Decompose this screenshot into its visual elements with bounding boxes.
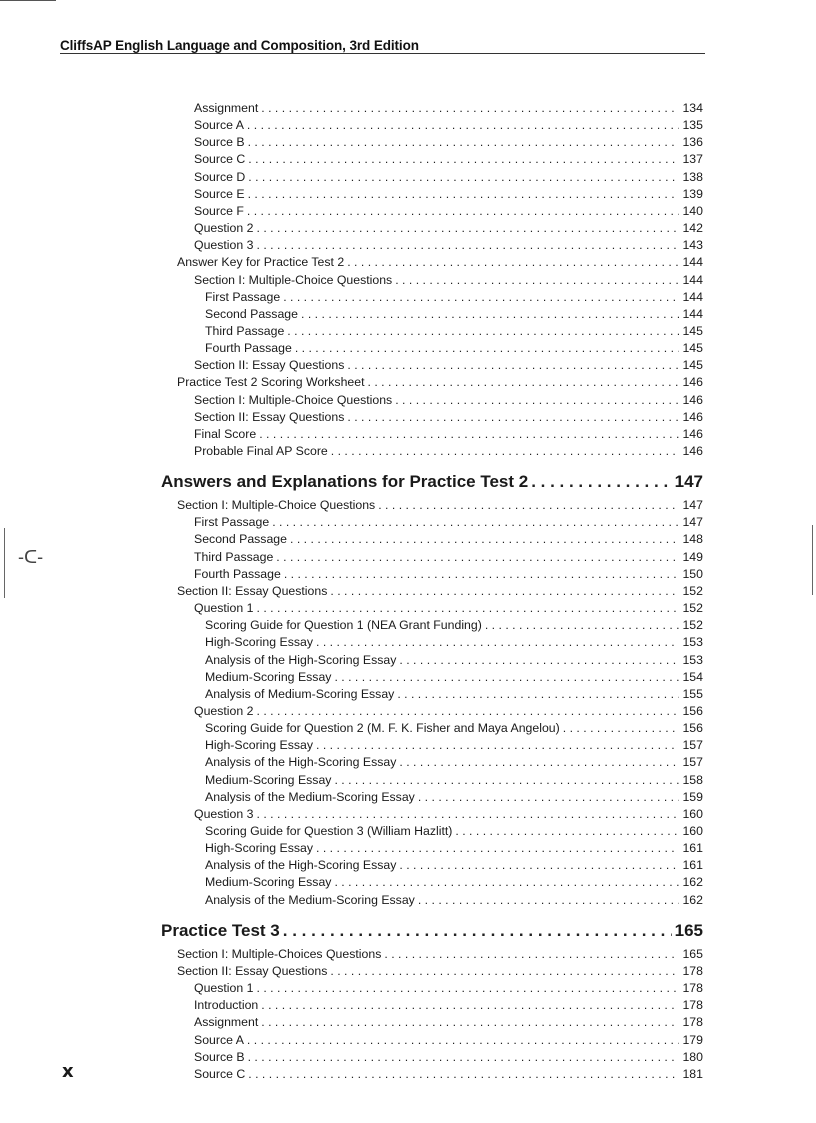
toc-dot-leader (395, 272, 679, 289)
toc-dot-leader (256, 806, 679, 823)
toc-entry[interactable] (194, 806, 703, 823)
toc-dot-leader (248, 151, 679, 168)
toc-dot-leader (261, 1014, 679, 1031)
toc-entry-page: 161 (682, 841, 703, 856)
toc-entry[interactable] (205, 617, 703, 634)
toc-dot-leader (259, 426, 679, 443)
toc-dot-leader (284, 566, 680, 583)
toc-entry[interactable] (205, 306, 703, 323)
toc-entry-page: 136 (682, 135, 703, 150)
toc-entry-page: 149 (682, 549, 703, 564)
toc-entry[interactable] (194, 392, 703, 409)
toc-entry-title: High-Scoring Essay (205, 841, 313, 856)
toc-entry-title: Medium-Scoring Essay (205, 772, 332, 787)
toc-entry-page: 165 (682, 946, 703, 961)
toc-dot-leader (316, 840, 679, 857)
toc-dot-leader (256, 980, 679, 997)
toc-dot-leader (418, 789, 680, 806)
toc-entry-page: 145 (682, 341, 703, 356)
toc-dot-leader (334, 669, 679, 686)
toc-entry[interactable] (205, 892, 703, 909)
toc-dot-leader (330, 963, 679, 980)
toc-dot-leader (316, 737, 679, 754)
toc-entry-title: Section I: Multiple-Choice Questions (194, 272, 393, 287)
toc-dot-leader (261, 997, 679, 1014)
toc-entry-page: 147 (674, 472, 703, 492)
toc-entry-title: Fourth Passage (194, 566, 281, 581)
toc-dot-leader (247, 117, 680, 134)
toc-entry[interactable] (177, 497, 703, 514)
toc-entry[interactable] (194, 151, 703, 168)
toc-entry-title: First Passage (194, 515, 270, 530)
toc-entry[interactable] (205, 823, 703, 840)
toc-entry-title: Question 2 (194, 221, 254, 236)
toc-dot-leader (248, 134, 680, 151)
toc-entry-title: Probable Final AP Score (194, 444, 328, 458)
toc-entry-page: 178 (682, 981, 703, 996)
toc-entry-title: Analysis of the High-Scoring Essay (205, 755, 397, 770)
toc-entry-title: Question 1 (194, 601, 254, 616)
toc-dot-leader (334, 874, 679, 891)
toc-dot-leader (256, 220, 679, 237)
toc-entry-title: Analysis of the Medium-Scoring Essay (205, 892, 415, 907)
toc-dot-leader (247, 203, 680, 220)
toc-entry-title: Third Passage (194, 549, 274, 564)
toc-entry-page: 137 (682, 152, 703, 167)
toc-entry-title: Fourth Passage (205, 341, 292, 356)
toc-entry-page: 152 (682, 583, 703, 598)
toc-entry-page: 162 (682, 875, 703, 890)
toc-entry-title: Medium-Scoring Essay (205, 669, 332, 684)
toc-entry-page: 147 (682, 498, 703, 513)
toc-entry[interactable] (194, 1066, 703, 1083)
toc-entry-title: Answer Key for Practice Test 2 (177, 255, 345, 270)
toc-dot-leader (331, 443, 680, 460)
toc-entry-page: 162 (682, 892, 703, 907)
toc-entry-page: 134 (682, 101, 703, 115)
toc-dot-leader (248, 169, 679, 186)
toc-entry-page: 146 (682, 375, 703, 390)
toc-entry-page: 153 (682, 652, 703, 667)
toc-entry[interactable] (205, 874, 703, 891)
toc-entry-title: Source F (194, 203, 244, 218)
toc-dot-leader (347, 409, 679, 426)
toc-entry-title: Analysis of the High-Scoring Essay (205, 858, 397, 873)
toc-entry[interactable] (205, 789, 703, 806)
toc-dot-leader (378, 497, 679, 514)
toc-entry-page: 144 (682, 306, 703, 321)
toc-entry[interactable] (205, 737, 703, 754)
toc-dot-leader (397, 686, 679, 703)
toc-entry-page: 178 (682, 963, 703, 978)
toc-entry-title: Section II: Essay Questions (177, 583, 328, 598)
toc-entry-title: First Passage (205, 289, 281, 304)
toc-entry-title: High-Scoring Essay (205, 738, 313, 753)
toc-entry-page: 139 (682, 186, 703, 201)
toc-entry-title: Question 2 (194, 703, 254, 718)
toc-entry-title: Source C (194, 152, 246, 167)
toc-entry-title: Assignment (194, 101, 259, 115)
toc-entry-title: Scoring Guide for Question 1 (NEA Grant Funding) (205, 618, 482, 633)
toc-entry-page: 178 (682, 998, 703, 1013)
toc-dot-leader (248, 1066, 679, 1083)
toc-entry[interactable] (205, 340, 703, 357)
toc-entry-page: 135 (682, 118, 703, 133)
toc-entry-page: 146 (682, 426, 703, 441)
toc-chapter-entry[interactable] (161, 920, 703, 942)
toc-entry-page: 144 (682, 255, 703, 270)
toc-dot-leader (248, 1049, 680, 1066)
toc-entry[interactable] (194, 549, 703, 566)
toc-entry[interactable] (205, 840, 703, 857)
toc-entry[interactable] (177, 583, 703, 600)
toc-entry-page: 159 (682, 789, 703, 804)
toc-dot-leader (368, 374, 680, 391)
toc-dot-leader (272, 514, 679, 531)
toc-entry[interactable] (194, 220, 703, 237)
toc-entry-page: 158 (682, 772, 703, 787)
toc-dot-leader (276, 549, 679, 566)
toc-entry-title: Introduction (194, 998, 259, 1013)
toc-entry-title: Medium-Scoring Essay (205, 875, 332, 890)
toc-entry-page: 160 (682, 824, 703, 838)
toc-entry-title: Second Passage (205, 306, 298, 321)
toc-entry-page: 152 (682, 601, 703, 616)
toc-dot-leader (247, 1032, 680, 1049)
toc-entry-page: 146 (682, 444, 703, 458)
toc-entry[interactable] (194, 203, 703, 220)
toc-dot-leader (256, 600, 679, 617)
toc-entry-page: 165 (674, 920, 703, 940)
toc-entry-page: 144 (682, 272, 703, 287)
toc-entry-title: Section I: Multiple-Choice Questions (194, 392, 393, 407)
toc-entry[interactable] (194, 980, 703, 997)
toc-entry-page: 152 (682, 618, 703, 633)
toc-entry-title: Scoring Guide for Question 2 (M. F. K. Fisher and Maya Angelou) (205, 721, 560, 736)
toc-entry-title: Final Score (194, 426, 257, 441)
registration-mark-icon: -ᑕ- (18, 547, 44, 567)
toc-entry-title: Analysis of the Medium-Scoring Essay (205, 789, 415, 804)
toc-entry-title: Answers and Explanations for Practice Test 2 (161, 472, 529, 492)
toc-entry-title: Analysis of the High-Scoring Essay (205, 652, 397, 667)
toc-entry-title: Analysis of Medium-Scoring Essay (205, 686, 395, 701)
toc-entry[interactable] (194, 272, 703, 289)
toc-entry-page: 143 (682, 238, 703, 253)
toc-entry[interactable] (205, 289, 703, 306)
toc-entry-page: 147 (682, 515, 703, 530)
toc-entry[interactable] (194, 169, 703, 186)
toc-entry-page: 145 (682, 358, 703, 373)
toc-dot-leader (384, 946, 679, 963)
toc-dot-leader (455, 823, 679, 840)
toc-entry-title: Section I: Multiple-Choices Questions (177, 946, 382, 961)
toc-dot-leader (330, 583, 679, 600)
toc-entry[interactable] (194, 703, 703, 720)
toc-entry-title: High-Scoring Essay (205, 635, 313, 650)
toc-entry-page: 157 (682, 755, 703, 770)
toc-dot-leader (301, 306, 679, 323)
toc-dot-leader (531, 471, 671, 493)
toc-entry[interactable] (194, 237, 703, 254)
toc-entry-page: 156 (682, 703, 703, 718)
toc-entry[interactable] (205, 857, 703, 874)
toc-entry-page: 161 (682, 858, 703, 873)
toc-dot-leader (283, 920, 672, 942)
toc-entry-title: Assignment (194, 1015, 259, 1030)
toc-entry-title: Question 1 (194, 981, 254, 996)
toc-entry-page: 178 (682, 1015, 703, 1030)
toc-entry-title: Source B (194, 1049, 245, 1064)
toc-entry[interactable] (177, 254, 703, 271)
toc-entry[interactable] (177, 374, 703, 391)
toc-entry[interactable] (205, 772, 703, 789)
toc-entry-page: 153 (682, 635, 703, 650)
toc-entry-page: 148 (682, 532, 703, 547)
toc-entry[interactable] (194, 409, 703, 426)
toc-entry[interactable] (205, 669, 703, 686)
toc-entry-title: Section II: Essay Questions (194, 409, 345, 424)
toc-entry-page: 155 (682, 686, 703, 701)
toc-entry[interactable] (194, 357, 703, 374)
toc-entry-title: Source D (194, 169, 246, 184)
toc-entry-title: Third Passage (205, 323, 285, 338)
toc-chapter-entry[interactable] (161, 471, 703, 493)
toc-entry-title: Question 3 (194, 238, 254, 253)
toc-entry-page: 142 (682, 221, 703, 236)
toc-entry[interactable] (194, 600, 703, 617)
toc-entry-title: Scoring Guide for Question 3 (William Hazlitt) (205, 824, 453, 838)
toc-entry[interactable] (194, 1049, 703, 1066)
toc-entry[interactable] (205, 634, 703, 651)
toc-dot-leader (418, 892, 680, 909)
toc-entry[interactable] (194, 1032, 703, 1049)
toc-entry[interactable] (205, 720, 703, 737)
toc-entry-page: 145 (682, 323, 703, 338)
toc-entry-page: 181 (682, 1066, 703, 1081)
toc-entry-page: 157 (682, 738, 703, 753)
toc-dot-leader (261, 100, 679, 117)
toc-entry-title: Source A (194, 1032, 244, 1047)
toc-entry[interactable] (177, 963, 703, 980)
toc-entry-page: 160 (682, 806, 703, 821)
toc-entry[interactable] (194, 134, 703, 151)
toc-dot-leader (316, 634, 679, 651)
toc-dot-leader (399, 857, 679, 874)
toc-entry-page: 138 (682, 169, 703, 184)
toc-entry-title: Section II: Essay Questions (194, 358, 345, 373)
toc-entry-title: Practice Test 3 (161, 920, 280, 940)
toc-entry[interactable] (194, 1014, 703, 1031)
toc-entry-page: 140 (682, 203, 703, 218)
toc-dot-leader (295, 340, 680, 357)
toc-dot-leader (283, 289, 679, 306)
toc-entry-page: 180 (682, 1049, 703, 1064)
toc-entry[interactable] (177, 946, 703, 963)
toc-entry-page: 154 (682, 669, 703, 684)
toc-dot-leader (347, 357, 679, 374)
toc-entry-title: Source C (194, 1066, 246, 1081)
toc-entry[interactable] (194, 426, 703, 443)
toc-entry-title: Section I: Multiple-Choice Questions (177, 498, 376, 513)
toc-dot-leader (485, 617, 680, 634)
toc-dot-leader (399, 754, 679, 771)
toc-entry[interactable] (205, 323, 703, 340)
toc-dot-leader (248, 186, 680, 203)
toc-dot-leader (347, 254, 679, 271)
toc-entry-page: 150 (682, 566, 703, 581)
toc-entry[interactable] (205, 754, 703, 771)
toc-entry-page: 179 (682, 1032, 703, 1047)
toc-dot-leader (334, 772, 679, 789)
toc-entry-page: 146 (682, 392, 703, 407)
toc-entry-title: Source B (194, 135, 245, 150)
toc-entry[interactable] (194, 443, 703, 460)
toc-entry[interactable] (194, 186, 703, 203)
toc-entry[interactable] (205, 652, 703, 669)
toc-dot-leader (399, 652, 679, 669)
toc-entry[interactable] (194, 514, 703, 531)
toc-entry-title: Source E (194, 186, 245, 201)
toc-entry-title: Second Passage (194, 532, 287, 547)
toc-dot-leader (287, 323, 679, 340)
toc-dot-leader (256, 237, 679, 254)
toc-dot-leader (256, 703, 679, 720)
toc-dot-leader (563, 720, 680, 737)
toc-entry[interactable] (194, 531, 703, 548)
toc-entry-title: Practice Test 2 Scoring Worksheet (177, 375, 365, 390)
toc-entry[interactable] (194, 100, 703, 117)
toc-entry-title: Question 3 (194, 806, 254, 821)
page-number: x (62, 1061, 74, 1082)
toc-entry-title: Section II: Essay Questions (177, 963, 328, 978)
toc-entry[interactable] (194, 997, 703, 1014)
toc-entry[interactable] (205, 686, 703, 703)
toc-entry[interactable] (194, 117, 703, 134)
toc-entry-page: 146 (682, 409, 703, 424)
toc-dot-leader (290, 531, 679, 548)
toc-entry-page: 156 (682, 721, 703, 736)
running-header: CliffsAP English Language and Composition, 3rd Edition (60, 38, 419, 53)
toc-entry[interactable] (194, 566, 703, 583)
toc-entry-title: Source A (194, 118, 244, 133)
toc-dot-leader (395, 392, 679, 409)
toc-entry-page: 144 (682, 289, 703, 304)
